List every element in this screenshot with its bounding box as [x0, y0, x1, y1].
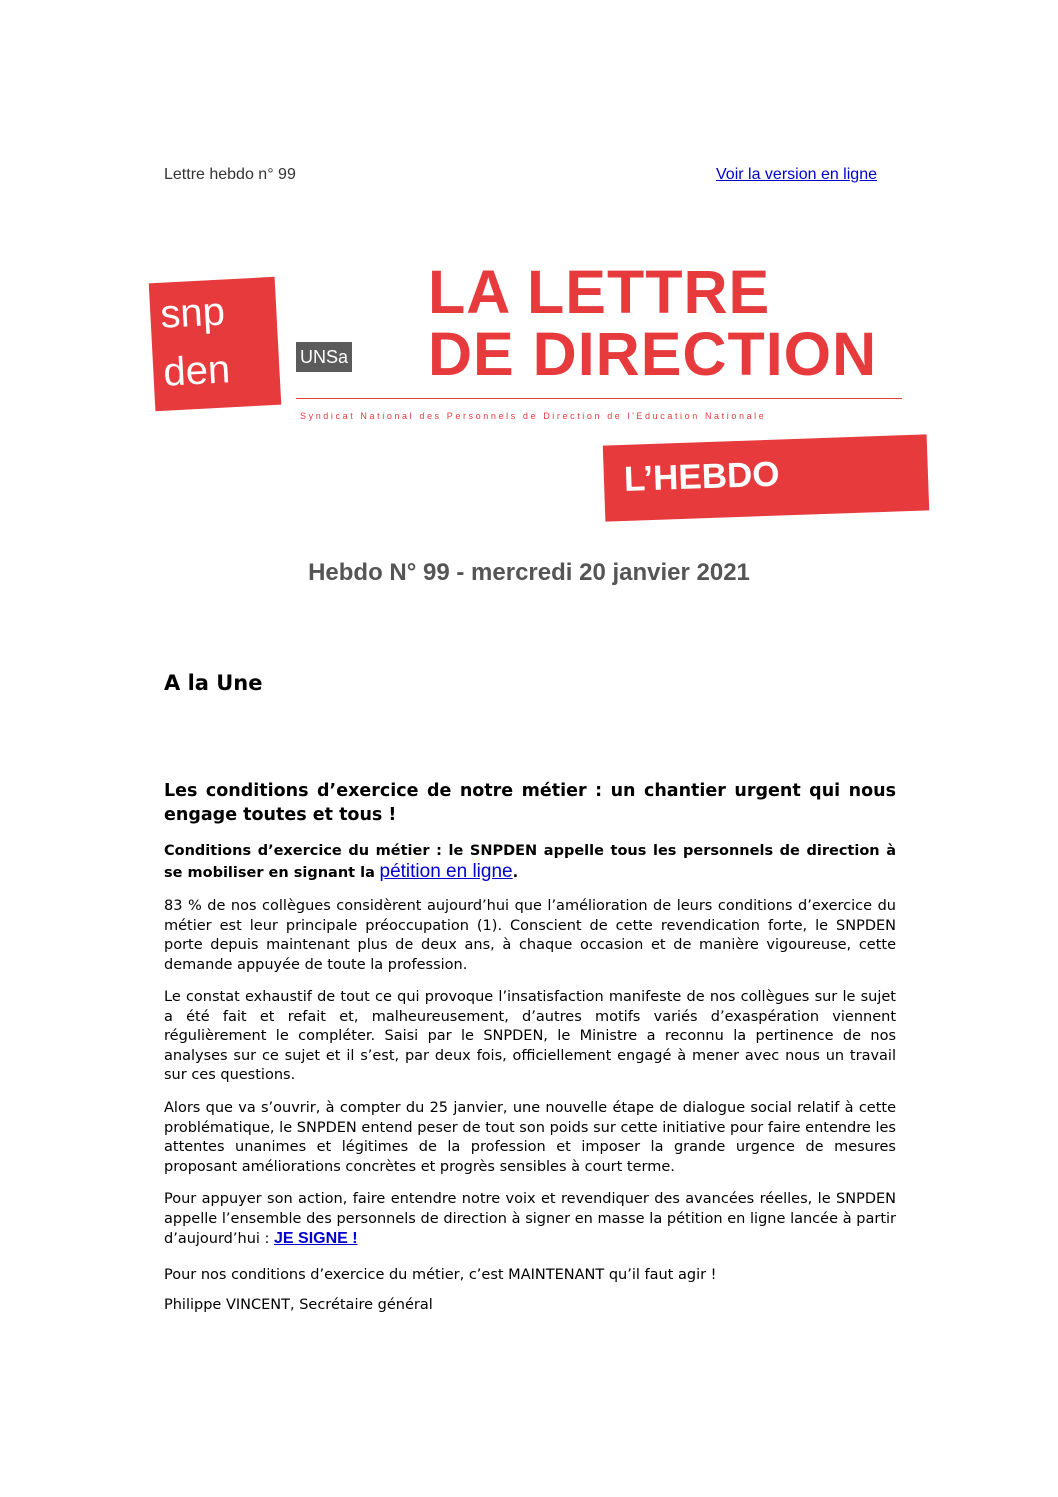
article-paragraph-4-text: Pour appuyer son action, faire entendre notre voix et revendiquer des avancées réelles, le SNPDEN appelle l’ensemble des personnels de direction à signer en masse la pétition en ligne lancée à partir d’aujourd’hui :: [164, 1191, 896, 1248]
masthead-title-line2: DE DIRECTION: [428, 320, 878, 388]
masthead-divider: [296, 398, 902, 399]
article-lead-text: Conditions d’exercice du métier : le SNPDEN appelle tous les personnels de direction à se mobiliser en signant la: [164, 843, 896, 881]
newsletter-issue-label: Lettre hebdo n° 99: [164, 166, 296, 183]
hebdo-banner: [603, 434, 929, 521]
article-title: Les conditions d’exercice de notre métier : un chantier urgent qui nous engage toutes et tous !: [164, 781, 896, 825]
logo-snp-text: snp: [159, 289, 226, 337]
snpden-logo: [149, 277, 282, 411]
article-paragraph-3: Alors que va s’ouvrir, à compter du 25 janvier, une nouvelle étape de dialogue social relatif à cette problématique, le SNPDEN entend peser de tout son poids sur cette initiative pour faire entendre les attentes unanimes et légitimes de la profession et imposer la grande urgence de mesures proposant améliorations concrètes et progrès sensibles à court terme.: [164, 1100, 896, 1175]
masthead-title-line1: LA LETTRE: [428, 258, 771, 326]
unsa-logo: [296, 342, 352, 372]
je-signe-link[interactable]: JE SIGNE !: [274, 1230, 358, 1248]
view-online-link[interactable]: Voir la version en ligne: [716, 166, 877, 183]
article-paragraph-1: 83 % de nos collègues considèrent aujourd’hui que l’amélioration de leurs conditions d’exercice du métier est leur principale préoccupation (1). Conscient de cette revendication forte, le SNPDEN porte depuis maintenant plus de deux ans, à chaque occasion et de manière vigoureuse, cette demande appuyée de toute la profession.: [164, 898, 896, 973]
masthead-subtitle: Syndicat National des Personnels de Direction de l'Education Nationale: [300, 411, 767, 421]
unsa-logo-text: UNSa: [296, 342, 352, 372]
hebdo-banner-text: L’HEBDO: [623, 454, 781, 499]
logo-den-text: den: [162, 347, 232, 395]
article-signature: Philippe VINCENT, Secrétaire général: [164, 1297, 433, 1313]
section-title: A la Une: [164, 671, 263, 695]
article-paragraph-5: Pour nos conditions d’exercice du métier, c’est MAINTENANT qu’il faut agir !: [164, 1267, 717, 1283]
article-paragraph-2: Le constat exhaustif de tout ce qui provoque l’insatisfaction manifeste de nos collègues sur le sujet a été fait et refait et, malheureusement, d’autres motifs variés d’exaspération viennent régulièrement le compléter. Saisi par le SNPDEN, le Ministre a reconnu la pertinence de nos analyses sur ce sujet et il s’est, par deux fois, officiellement engagé à mener avec nous un travail sur ces questions.: [164, 989, 896, 1084]
article-paragraph-4: [164, 1190, 896, 1250]
article-lead: [164, 842, 896, 883]
petition-link[interactable]: pétition en ligne: [379, 860, 513, 882]
issue-title: Hebdo N° 99 - mercredi 20 janvier 2021: [308, 559, 750, 586]
article-lead-end: .: [512, 864, 519, 881]
